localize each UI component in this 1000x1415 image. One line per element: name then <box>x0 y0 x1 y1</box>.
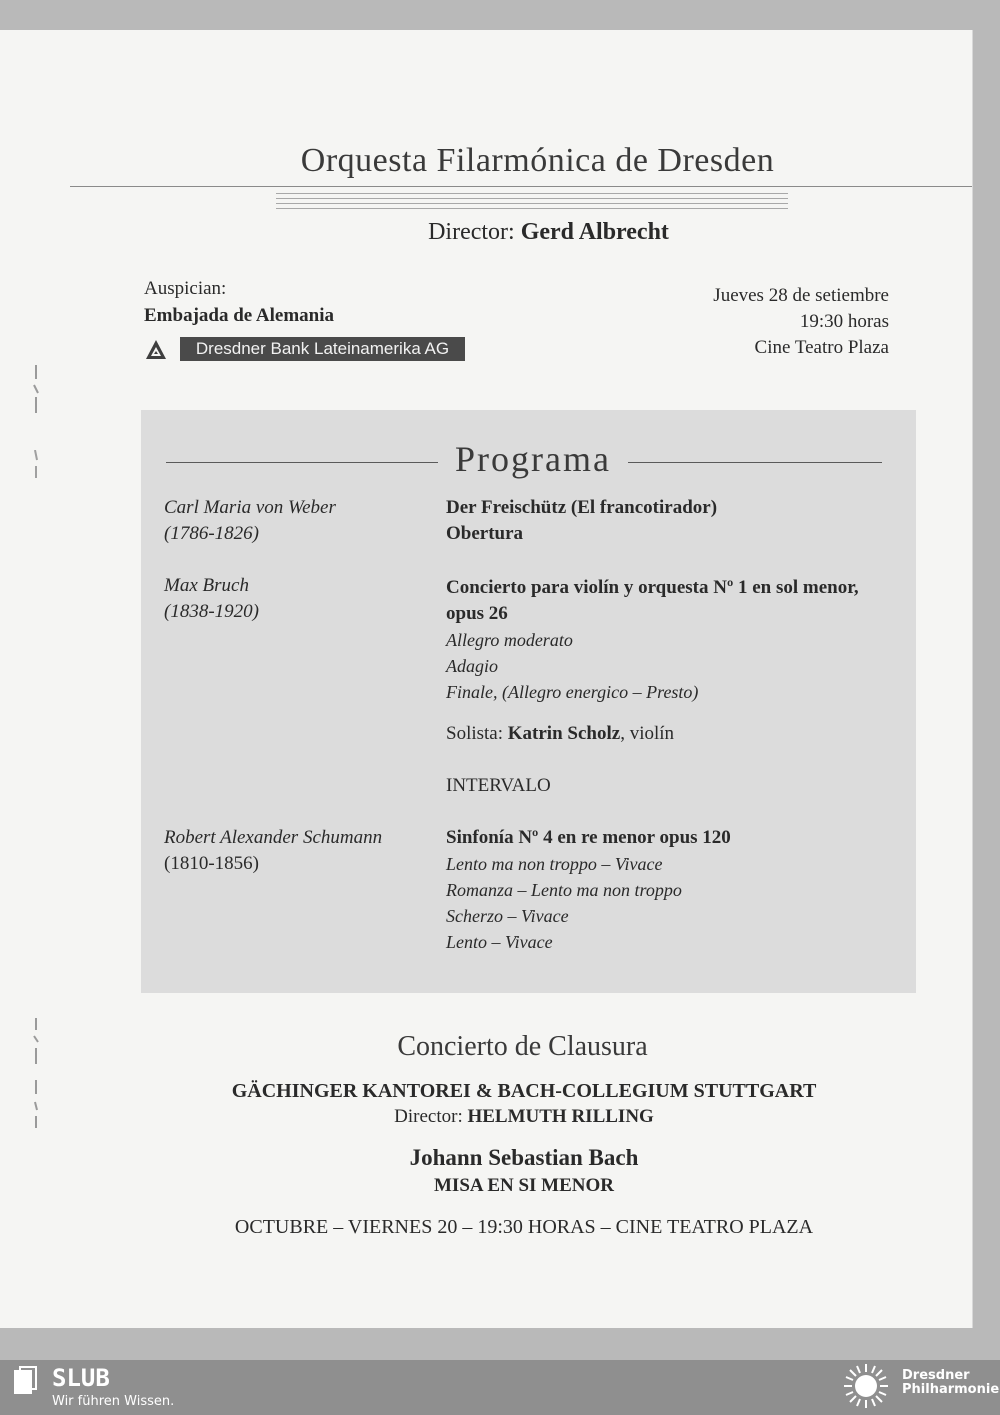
partner-name <box>902 1369 999 1397</box>
closing-director-name: HELMUTH RILLING <box>467 1106 654 1127</box>
composer-name: Max Bruch <box>164 575 249 596</box>
decorative-rule <box>276 203 788 204</box>
director-label: Director: <box>428 219 515 245</box>
closing-schedule: OCTUBRE – VIERNES 20 – 19:30 HORAS – CINE TEATRO PLAZA <box>234 1216 814 1238</box>
work-title-cont: opus 26 <box>446 603 508 624</box>
movement: Lento ma non troppo – Vivace <box>446 854 663 874</box>
partner-name-line1: Dresdner <box>902 1368 970 1383</box>
composer-name: Robert Alexander Schumann <box>164 827 383 848</box>
work-symphony-4 <box>446 825 731 955</box>
composer-schumann <box>164 825 382 877</box>
partner-name-line2: Philharmonie <box>902 1382 1000 1397</box>
sponsor-bank: Dresdner Bank Lateinamerika AG <box>180 337 465 361</box>
program-page <box>0 30 973 1328</box>
closing-work: MISA EN SI MENOR <box>434 1175 614 1196</box>
event-venue: Cine Teatro Plaza <box>754 337 889 358</box>
composer-bruch <box>164 573 259 625</box>
sponsor-embassy: Embajada de Alemania <box>144 305 335 326</box>
sponsors-label: Auspician: <box>144 278 227 299</box>
intermission: INTERVALO <box>446 775 551 796</box>
work-title: Concierto para violín y orquesta Nº 1 en sol menor, <box>446 577 859 598</box>
binding-mark <box>32 365 40 415</box>
event-date: Jueves 28 de setiembre <box>713 285 889 306</box>
library-tagline: Wir führen Wissen. <box>52 1394 175 1409</box>
event-info <box>713 283 889 361</box>
sunburst-logo-icon <box>840 1362 892 1410</box>
program-heading: Programa <box>455 439 611 479</box>
library-name: SLUB <box>52 1364 110 1392</box>
decorative-rule <box>276 193 788 194</box>
movement: Finale, (Allegro energico – Presto) <box>446 682 699 702</box>
work-subtitle: Obertura <box>446 523 524 544</box>
closing-ensemble: GÄCHINGER KANTOREI & BACH-COLLEGIUM STUTTGART <box>231 1080 817 1102</box>
movement: Allegro moderato <box>446 630 573 650</box>
closing-director-label: Director: <box>394 1106 463 1127</box>
closing-composer: Johann Sebastian Bach <box>409 1145 639 1170</box>
work-freischutz <box>446 495 717 547</box>
work-title: Sinfonía Nº 4 en re menor opus 120 <box>446 827 731 848</box>
footer-bar <box>0 1360 1000 1411</box>
movement: Adagio <box>446 656 498 676</box>
movement: Romanza – Lento ma non troppo <box>446 880 682 900</box>
orchestra-title: Orquesta Filarmónica de Dresden <box>300 142 775 179</box>
director-line <box>0 219 1000 246</box>
title-rule <box>70 186 972 187</box>
book-icon <box>12 1366 38 1396</box>
movement: Scherzo – Vivace <box>446 906 569 926</box>
work-title: Der Freischütz (El francotirador) <box>446 497 718 518</box>
decorative-rule <box>276 198 788 199</box>
composer-name: Carl Maria von Weber <box>164 497 336 518</box>
closing-director <box>0 1106 1000 1128</box>
director-name: Gerd Albrecht <box>520 219 669 245</box>
soloist-label: Solista: <box>446 723 504 744</box>
soloist-line <box>446 721 674 747</box>
composer-dates: (1838-1920) <box>164 601 259 622</box>
soloist-name: Katrin Scholz <box>507 723 621 744</box>
composer-weber <box>164 495 336 547</box>
composer-dates: (1786-1826) <box>164 523 259 544</box>
bank-logo-icon <box>145 339 167 361</box>
event-time: 19:30 horas <box>799 311 889 332</box>
program-heading-rule <box>628 462 882 463</box>
movement: Lento – Vivace <box>446 932 553 952</box>
soloist-instrument: , violín <box>620 723 675 744</box>
decorative-rule <box>276 208 788 209</box>
composer-dates: (1810-1856) <box>164 853 259 874</box>
work-violin-concerto <box>446 575 859 705</box>
closing-title: Concierto de Clausura <box>397 1031 648 1062</box>
